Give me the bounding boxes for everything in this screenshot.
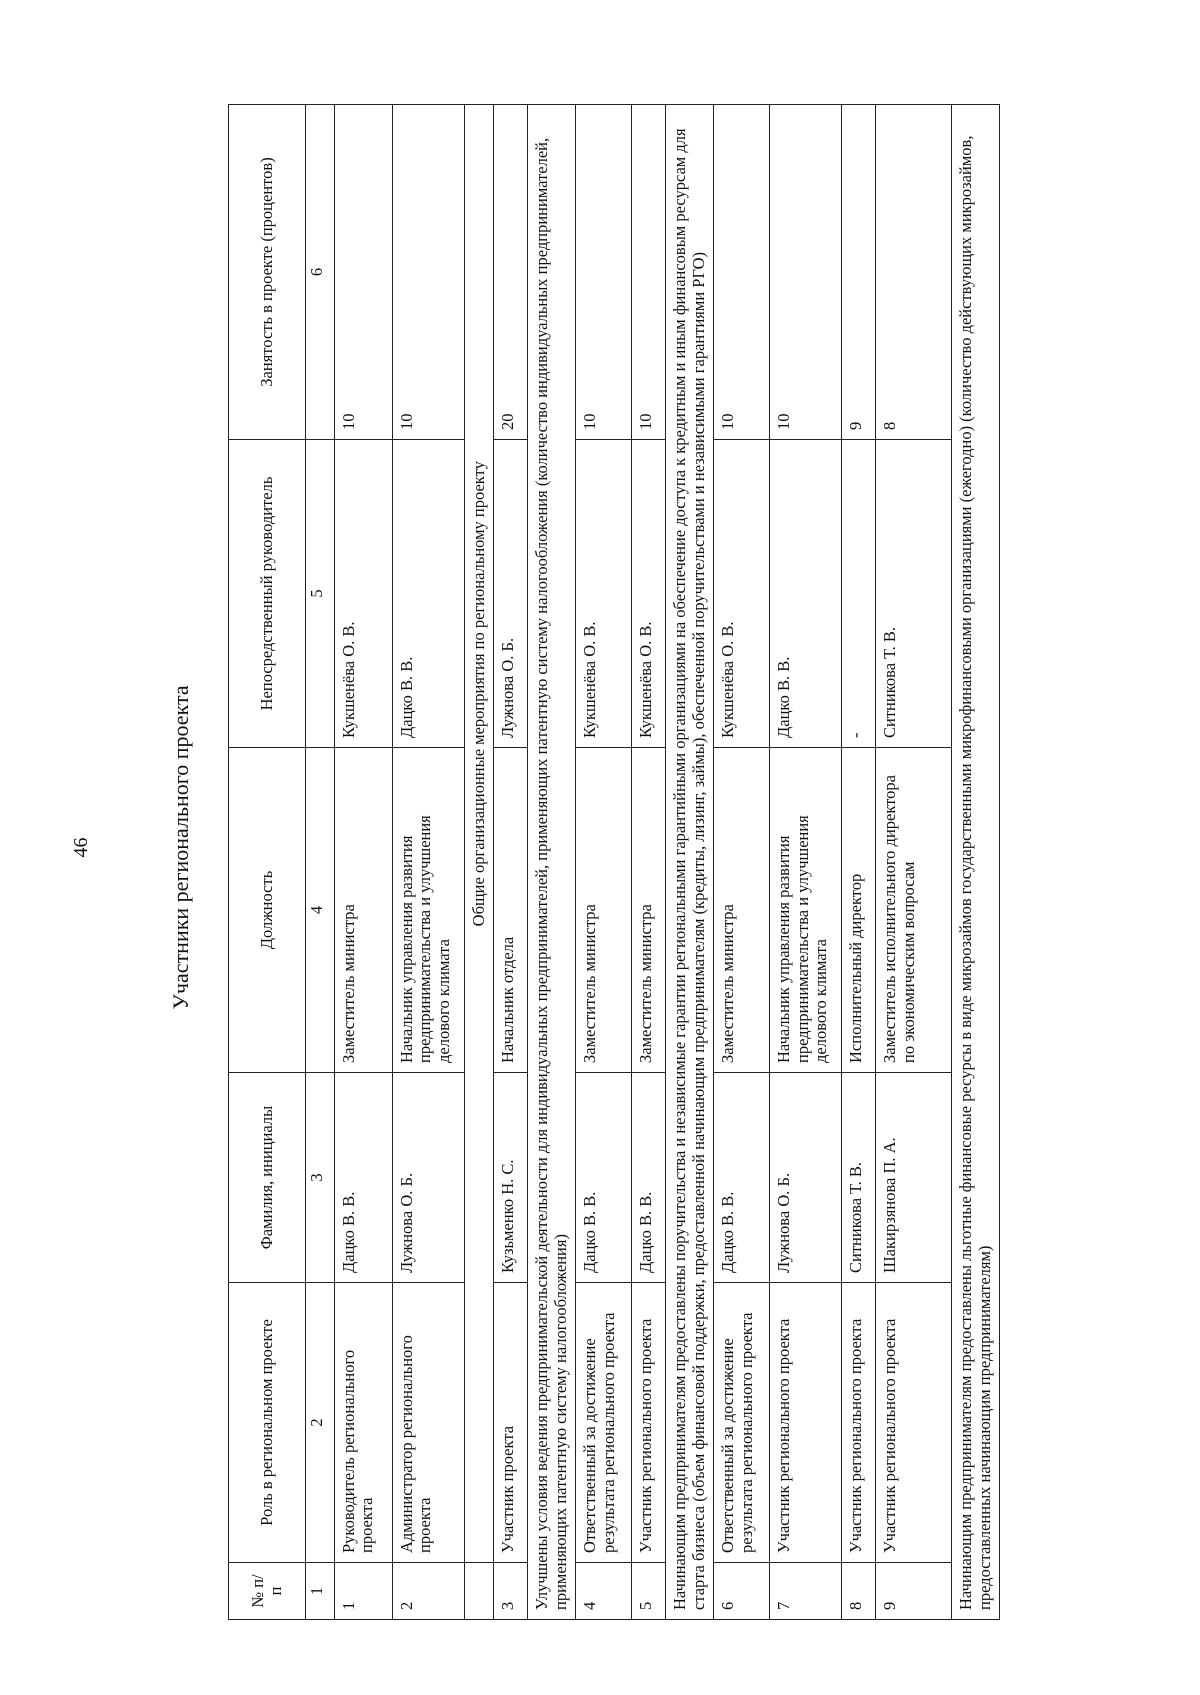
table-row <box>494 105 528 1620</box>
row-position: Начальник отдела <box>494 748 528 1073</box>
row-share: 10 <box>714 105 770 440</box>
header-num: № п/п <box>229 1563 306 1620</box>
row-num: 6 <box>714 1563 770 1620</box>
index-cell: 6 <box>306 105 335 440</box>
section-row <box>666 105 714 1620</box>
section-title: Улучшены условия ведения предпринимательской деятельности для индивидуальных предпринимателей, применяющих патентную систему налогообложения (количество индивидуальных предпринимателей, применяющих патентную систему налогообложения) <box>528 105 576 1620</box>
header-row <box>229 105 306 1620</box>
index-cell: 3 <box>306 1073 335 1283</box>
row-name: Кузьменко Н. С. <box>494 1073 528 1283</box>
row-num: 4 <box>576 1563 632 1620</box>
row-role: Участник регионального проекта <box>842 1283 876 1563</box>
row-role: Администратор регионального проекта <box>393 1283 465 1563</box>
row-role: Ответственный за достижение результата регионального проекта <box>576 1283 632 1563</box>
row-name: Ситникова Т. В. <box>842 1073 876 1283</box>
row-num: 1 <box>335 1563 393 1620</box>
row-role: Участник проекта <box>494 1283 528 1563</box>
header-share: Занятость в проекте (процентов) <box>229 105 306 440</box>
index-cell: 1 <box>306 1563 335 1620</box>
header-supervisor: Непосредственный руководитель <box>229 440 306 748</box>
row-num: 8 <box>842 1563 876 1620</box>
section-title: Начинающим предпринимателям предоставлены льготные финансовые ресурсы в виде микрозаймов государственными микрофинансовыми организациями (ежегодно) (количество действующих микрозаймов, предоставленных начинающим предпринимателям) <box>952 105 1000 1620</box>
row-num: 3 <box>494 1563 528 1620</box>
row-share: 10 <box>632 105 666 440</box>
row-name: Дацко В. В. <box>335 1073 393 1283</box>
row-position: Заместитель министра <box>576 748 632 1073</box>
row-supervisor: - <box>842 440 876 748</box>
section-spacer <box>465 1563 494 1620</box>
section-spacer <box>465 1283 494 1563</box>
row-supervisor: Кукшенёва О. В. <box>714 440 770 748</box>
row-position: Начальник управления развития предпринимательства и улучшения делового климата <box>393 748 465 1073</box>
row-position: Заместитель министра <box>335 748 393 1073</box>
table-row <box>876 105 952 1620</box>
row-num: 5 <box>632 1563 666 1620</box>
index-cell: 2 <box>306 1283 335 1563</box>
row-role: Участник регионального проекта <box>770 1283 842 1563</box>
page-title: Участники регионального проекта <box>168 685 193 1010</box>
table-row <box>632 105 666 1620</box>
row-supervisor: Дацко В. В. <box>770 440 842 748</box>
row-name: Дацко В. В. <box>714 1073 770 1283</box>
row-role: Участник регионального проекта <box>632 1283 666 1563</box>
row-name: Дацко В. В. <box>632 1073 666 1283</box>
section-title: Общие организационные мероприятия по региональному проекту <box>465 105 494 1283</box>
table-row <box>393 105 465 1620</box>
row-name: Лужнова О. Б. <box>770 1073 842 1283</box>
row-share: 10 <box>393 105 465 440</box>
row-supervisor: Лужнова О. Б. <box>494 440 528 748</box>
index-cell: 4 <box>306 748 335 1073</box>
row-num: 2 <box>393 1563 465 1620</box>
table-row <box>335 105 393 1620</box>
row-role: Руководитель регионального проекта <box>335 1283 393 1563</box>
row-position: Начальник управления развития предпринимательства и улучшения делового климата <box>770 748 842 1073</box>
section-title: Начинающим предпринимателям предоставлены поручительства и независимые гарантии региональными гарантийными организациями на обеспечение доступа к кредитным и иным финансовым ресурсам для старта бизнеса (объем финансовой поддержки, предоставленной начинающим предпринимателям (кредиты, лизинг, займы), обеспеченной поручительствами и независимыми гарантиями РГО) <box>666 105 714 1620</box>
row-share: 9 <box>842 105 876 440</box>
row-name: Дацко В. В. <box>576 1073 632 1283</box>
row-supervisor: Кукшенёва О. В. <box>335 440 393 748</box>
row-supervisor: Кукшенёва О. В. <box>632 440 666 748</box>
row-supervisor: Ситникова Т. В. <box>876 440 952 748</box>
column-index-row <box>306 105 335 1620</box>
table-row <box>714 105 770 1620</box>
row-name: Лужнова О. Б. <box>393 1073 465 1283</box>
header-name: Фамилия, инициалы <box>229 1073 306 1283</box>
header-role: Роль в региональном проекте <box>229 1283 306 1563</box>
row-num: 9 <box>876 1563 952 1620</box>
section-row <box>465 105 494 1620</box>
row-name: Шакирзянова П. А. <box>876 1073 952 1283</box>
row-share: 8 <box>876 105 952 440</box>
page-number: 46 <box>70 837 92 858</box>
row-supervisor: Кукшенёва О. В. <box>576 440 632 748</box>
index-cell: 5 <box>306 440 335 748</box>
row-position: Заместитель исполнительного директора по экономическим вопросам <box>876 748 952 1073</box>
header-position: Должность <box>229 748 306 1073</box>
row-share: 10 <box>576 105 632 440</box>
row-role: Ответственный за достижение результата регионального проекта <box>714 1283 770 1563</box>
table-row <box>842 105 876 1620</box>
section-row <box>952 105 1000 1620</box>
row-role: Участник регионального проекта <box>876 1283 952 1563</box>
row-position: Заместитель министра <box>632 748 666 1073</box>
row-share: 10 <box>335 105 393 440</box>
row-position: Заместитель министра <box>714 748 770 1073</box>
table-row <box>576 105 632 1620</box>
section-row <box>528 105 576 1620</box>
row-position: Исполнительный директор <box>842 748 876 1073</box>
row-supervisor: Дацко В. В. <box>393 440 465 748</box>
row-share: 10 <box>770 105 842 440</box>
row-share: 20 <box>494 105 528 440</box>
table-row <box>770 105 842 1620</box>
row-num: 7 <box>770 1563 842 1620</box>
participants-table <box>228 104 1000 1620</box>
